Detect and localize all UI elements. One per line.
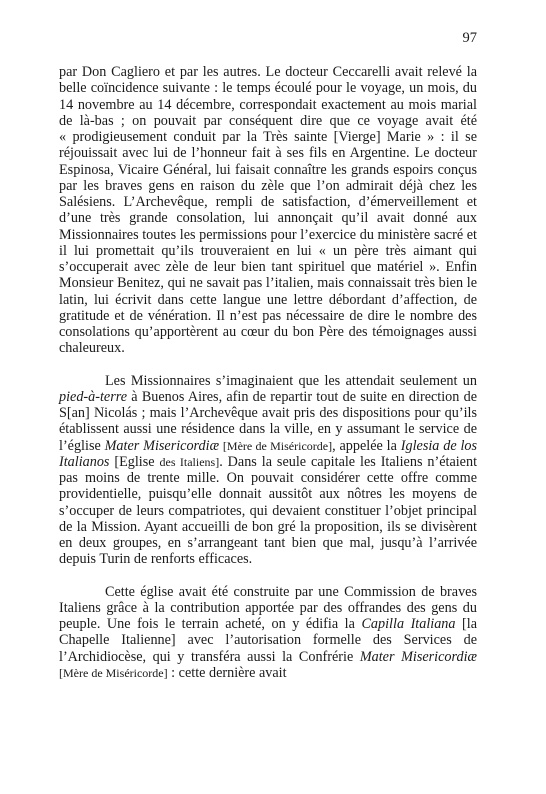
text-run: , appelée la — [332, 437, 401, 454]
bracket-translation: des Italiens] — [159, 454, 220, 469]
body-text — [59, 64, 477, 681]
text-run: Les Missionnaires s’imaginaient que les attendait seulement un — [105, 372, 477, 389]
page-number: 97 — [462, 30, 477, 46]
bracket-translation: [Mère de Miséricorde] — [222, 438, 333, 453]
text-run: par Don Cagliero et par les autres. Le docteur Ceccarelli avait relevé la belle coïncidence suivante : le temps écoulé pour le voyage, un mois, du 14 novembre au 14 décembre, correspondait exactement au mois marial de là-bas ; on pouvait par conséquent dire que ce voyage avait été « prodigieusement conduit par la Très sainte [Vierge] Marie » : il se réjouissait avec lui de l’honneur fait à ses fils en Argentine. Le docteur Espinosa, Vicaire Général, lui faisait connaître les grands espoirs conçus par les braves gens en raison du zèle que l’on admirait déjà chez les Salésiens. L’Archevêque, rempli de satisfaction, d’émerveillement et d’une très grande consolation, lui annonçait qu’il avait donné aux Missionnaires toutes les permissions pour l’exercice du ministère sacré et il lui promettait qu’ils trouveraient en lui « un père très aimant qui s’occuperait avec zèle de leur bien tant spirituel que matériel ». Enfin Monsieur Benitez, qui ne savait pas l’italien, mais connaissait très bien le latin, lui écrivit dans cette langue une lettre débordant d’affection, de gratitude et de vénération. Il n’est pas nécessaire de dire le nombre des consolations qu’apportèrent au cœur du bon Père des témoignages aussi chaleureux. — [59, 64, 477, 357]
italic-text: Iglesia de los Italianos — [59, 437, 478, 470]
paragraph — [59, 584, 477, 682]
bracket-translation: [Mère de Miséricorde] — [59, 665, 168, 680]
text-run: Cette église avait été construite par une Commission de braves Italiens grâce à la contribution apportée par des offrandes des gens du peuple. Une fois le terrain acheté, on y édifia la — [59, 583, 477, 632]
italic-text: Mater Misericordiæ — [359, 648, 477, 665]
italic-text: pied-à-terre — [59, 388, 128, 405]
text-run: : cette dernière avait — [167, 664, 287, 681]
text-run: à Buenos Aires, afin de repartir tout de suite en direction de S[an] Nicolás ; mais l’Archevêque avait pris des dispositions pour qu’ils établissent aussi une résidence dans la ville, en y assumant le service de l’église — [59, 388, 477, 454]
paragraph — [59, 373, 477, 568]
italic-text: Capilla Italiana — [361, 616, 456, 632]
italic-text: Mater Misericordiæ — [104, 437, 220, 454]
text-run: [la Chapelle Italienne] avec l’autorisation formelle des Services de l’Archidiocèse, qui y transféra aussi la Confrérie — [59, 616, 477, 665]
text-run: [Eglise — [109, 453, 160, 470]
paragraph — [59, 64, 477, 357]
text-run: . Dans la seule capitale les Italiens n’étaient pas moins de trente mille. On pouvait considérer cette offre comme providentielle, puisqu’elle donnait aussitôt aux nôtres les moyens de s’occuper de leurs compatriotes, qui devaient constituer l’objet principal de la Mission. Ayant accueilli de bon gré la proposition, ils se divisèrent en deux groupes, en s’arrangeant tant bien que mal, jusqu’à l’arrivée depuis Turin de renforts efficaces. — [59, 453, 478, 568]
